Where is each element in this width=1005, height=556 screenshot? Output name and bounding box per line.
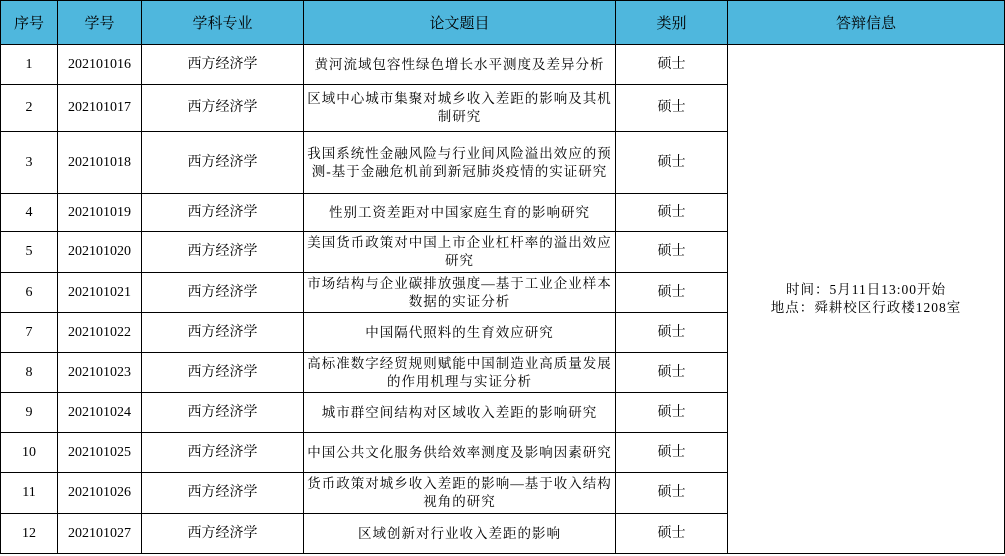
cell-major: 西方经济学 bbox=[142, 232, 304, 273]
cell-student-id: 202101027 bbox=[58, 514, 142, 554]
cell-index: 3 bbox=[1, 132, 58, 194]
cell-index: 7 bbox=[1, 313, 58, 353]
cell-thesis-title: 区域中心城市集聚对城乡收入差距的影响及其机制研究 bbox=[304, 85, 616, 132]
header-student-id: 学号 bbox=[58, 1, 142, 45]
cell-thesis-title: 性别工资差距对中国家庭生育的影响研究 bbox=[304, 194, 616, 232]
cell-thesis-title: 货币政策对城乡收入差距的影响—基于收入结构视角的研究 bbox=[304, 473, 616, 514]
header-row bbox=[1, 1, 1005, 45]
cell-student-id: 202101020 bbox=[58, 232, 142, 273]
cell-category: 硕士 bbox=[616, 232, 728, 273]
cell-thesis-title: 黄河流域包容性绿色增长水平测度及差异分析 bbox=[304, 45, 616, 85]
cell-category: 硕士 bbox=[616, 45, 728, 85]
cell-major: 西方经济学 bbox=[142, 194, 304, 232]
cell-category: 硕士 bbox=[616, 313, 728, 353]
header-defense-info: 答辩信息 bbox=[728, 1, 1005, 45]
cell-category: 硕士 bbox=[616, 85, 728, 132]
header-category: 类别 bbox=[616, 1, 728, 45]
cell-index: 9 bbox=[1, 393, 58, 433]
cell-student-id: 202101022 bbox=[58, 313, 142, 353]
table-row bbox=[1, 45, 1005, 85]
cell-category: 硕士 bbox=[616, 273, 728, 313]
cell-major: 西方经济学 bbox=[142, 45, 304, 85]
cell-student-id: 202101023 bbox=[58, 353, 142, 393]
cell-student-id: 202101019 bbox=[58, 194, 142, 232]
cell-category: 硕士 bbox=[616, 194, 728, 232]
cell-index: 6 bbox=[1, 273, 58, 313]
cell-index: 11 bbox=[1, 473, 58, 514]
cell-defense-info bbox=[728, 45, 1005, 554]
cell-major: 西方经济学 bbox=[142, 433, 304, 473]
cell-major: 西方经济学 bbox=[142, 313, 304, 353]
header-major: 学科专业 bbox=[142, 1, 304, 45]
cell-student-id: 202101025 bbox=[58, 433, 142, 473]
cell-student-id: 202101018 bbox=[58, 132, 142, 194]
cell-thesis-title: 我国系统性金融风险与行业间风险溢出效应的预测-基于金融危机前到新冠肺炎疫情的实证研究 bbox=[304, 132, 616, 194]
cell-major: 西方经济学 bbox=[142, 273, 304, 313]
cell-major: 西方经济学 bbox=[142, 393, 304, 433]
cell-student-id: 202101024 bbox=[58, 393, 142, 433]
cell-student-id: 202101026 bbox=[58, 473, 142, 514]
header-index: 序号 bbox=[1, 1, 58, 45]
cell-index: 4 bbox=[1, 194, 58, 232]
cell-category: 硕士 bbox=[616, 132, 728, 194]
cell-thesis-title: 城市群空间结构对区域收入差距的影响研究 bbox=[304, 393, 616, 433]
cell-index: 1 bbox=[1, 45, 58, 85]
cell-student-id: 202101017 bbox=[58, 85, 142, 132]
defense-location: 地点：舜耕校区行政楼1208室 bbox=[770, 300, 962, 315]
cell-thesis-title: 中国公共文化服务供给效率测度及影响因素研究 bbox=[304, 433, 616, 473]
cell-thesis-title: 市场结构与企业碳排放强度—基于工业企业样本数据的实证分析 bbox=[304, 273, 616, 313]
cell-index: 8 bbox=[1, 353, 58, 393]
cell-index: 10 bbox=[1, 433, 58, 473]
cell-index: 12 bbox=[1, 514, 58, 554]
cell-major: 西方经济学 bbox=[142, 514, 304, 554]
cell-thesis-title: 美国货币政策对中国上市企业杠杆率的溢出效应研究 bbox=[304, 232, 616, 273]
cell-thesis-title: 区域创新对行业收入差距的影响 bbox=[304, 514, 616, 554]
cell-index: 5 bbox=[1, 232, 58, 273]
cell-major: 西方经济学 bbox=[142, 132, 304, 194]
cell-student-id: 202101016 bbox=[58, 45, 142, 85]
cell-category: 硕士 bbox=[616, 473, 728, 514]
cell-category: 硕士 bbox=[616, 433, 728, 473]
cell-category: 硕士 bbox=[616, 353, 728, 393]
defense-time: 时间：5月11日13:00开始 bbox=[786, 282, 946, 297]
header-thesis-title: 论文题目 bbox=[304, 1, 616, 45]
cell-category: 硕士 bbox=[616, 514, 728, 554]
cell-index: 2 bbox=[1, 85, 58, 132]
cell-thesis-title: 高标准数字经贸规则赋能中国制造业高质量发展的作用机理与实证分析 bbox=[304, 353, 616, 393]
cell-thesis-title: 中国隔代照料的生育效应研究 bbox=[304, 313, 616, 353]
cell-student-id: 202101021 bbox=[58, 273, 142, 313]
cell-major: 西方经济学 bbox=[142, 85, 304, 132]
cell-major: 西方经济学 bbox=[142, 353, 304, 393]
cell-category: 硕士 bbox=[616, 393, 728, 433]
cell-major: 西方经济学 bbox=[142, 473, 304, 514]
